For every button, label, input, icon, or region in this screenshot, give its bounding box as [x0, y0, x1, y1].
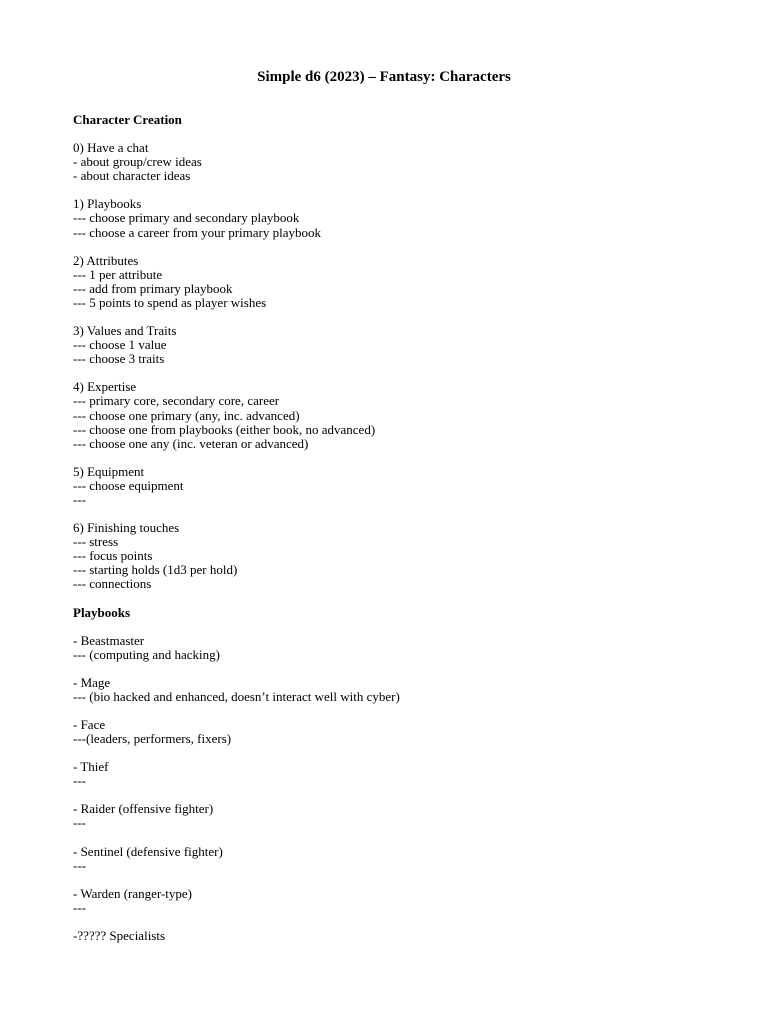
playbook-line: ---	[73, 899, 86, 915]
page-title: Simple d6 (2023) – Fantasy: Characters	[257, 69, 511, 85]
character-creation-steps	[73, 141, 733, 591]
step-line: --- stress	[73, 534, 119, 550]
playbook-line: ---	[73, 773, 86, 789]
playbook-item	[73, 718, 733, 746]
playbook-item	[73, 676, 733, 704]
step-line: --- choose one any (inc. veteran or advanced)	[73, 435, 309, 451]
playbook-line: - Mage	[73, 674, 111, 690]
playbook-line: --- (computing and hacking)	[73, 646, 220, 662]
playbook-line: - Thief	[73, 759, 109, 775]
playbook-line: - Beastmaster	[73, 632, 145, 648]
step-line: 2) Attributes	[73, 252, 139, 268]
playbook-line: - Raider (offensive fighter)	[73, 801, 214, 817]
step-line: 1) Playbooks	[73, 196, 142, 212]
step-block	[73, 521, 733, 591]
step-line: --- focus points	[73, 548, 153, 564]
step-line: --- choose one from playbooks (either book, no advanced)	[73, 421, 376, 437]
step-line: 5) Equipment	[73, 463, 145, 479]
step-line: --- choose a career from your primary playbook	[73, 224, 321, 240]
step-line: 6) Finishing touches	[73, 520, 180, 536]
step-block	[73, 254, 733, 310]
step-line: --- connections	[73, 576, 152, 592]
playbook-line: ---(leaders, performers, fixers)	[73, 731, 232, 747]
playbook-line: ---	[73, 857, 86, 873]
step-line: --- add from primary playbook	[73, 280, 233, 296]
playbook-item	[73, 802, 733, 830]
step-line: --- choose equipment	[73, 477, 184, 493]
playbook-item	[73, 845, 733, 873]
step-line: --- 5 points to spend as player wishes	[73, 294, 267, 310]
playbook-line: ---	[73, 815, 86, 831]
step-line: --- choose primary and secondary playbook	[73, 210, 300, 226]
playbook-item	[73, 760, 733, 788]
playbook-list	[73, 634, 733, 943]
step-block	[73, 197, 733, 239]
step-line: --- choose 1 value	[73, 337, 167, 353]
step-line: - about character ideas	[73, 168, 191, 184]
step-line: - about group/crew ideas	[73, 154, 202, 170]
step-line: --- 1 per attribute	[73, 266, 163, 282]
section-heading-playbooks: Playbooks	[73, 604, 131, 620]
step-line: 4) Expertise	[73, 379, 137, 395]
document-body	[73, 113, 733, 957]
step-line: --- choose one primary (any, inc. advanced)	[73, 407, 300, 423]
playbook-item	[73, 634, 733, 662]
step-block	[73, 465, 733, 507]
section-heading-character-creation: Character Creation	[73, 112, 182, 127]
step-block	[73, 380, 733, 450]
step-line: 3) Values and Traits	[73, 323, 177, 339]
playbook-line: --- (bio hacked and enhanced, doesn’t interact well with cyber)	[73, 688, 400, 704]
playbook-line: - Warden (ranger-type)	[73, 885, 192, 901]
step-line: --- choose 3 traits	[73, 351, 165, 367]
playbook-line: -????? Specialists	[73, 927, 166, 943]
playbook-line: - Face	[73, 717, 106, 732]
step-line: --- primary core, secondary core, career	[73, 393, 280, 409]
step-line: ---	[73, 491, 86, 507]
playbook-item	[73, 887, 733, 915]
playbook-line: - Sentinel (defensive fighter)	[73, 843, 223, 859]
step-line: --- starting holds (1d3 per hold)	[73, 562, 238, 578]
step-block	[73, 324, 733, 366]
playbook-item	[73, 929, 733, 943]
step-line: 0) Have a chat	[73, 140, 149, 156]
step-block	[73, 141, 733, 183]
